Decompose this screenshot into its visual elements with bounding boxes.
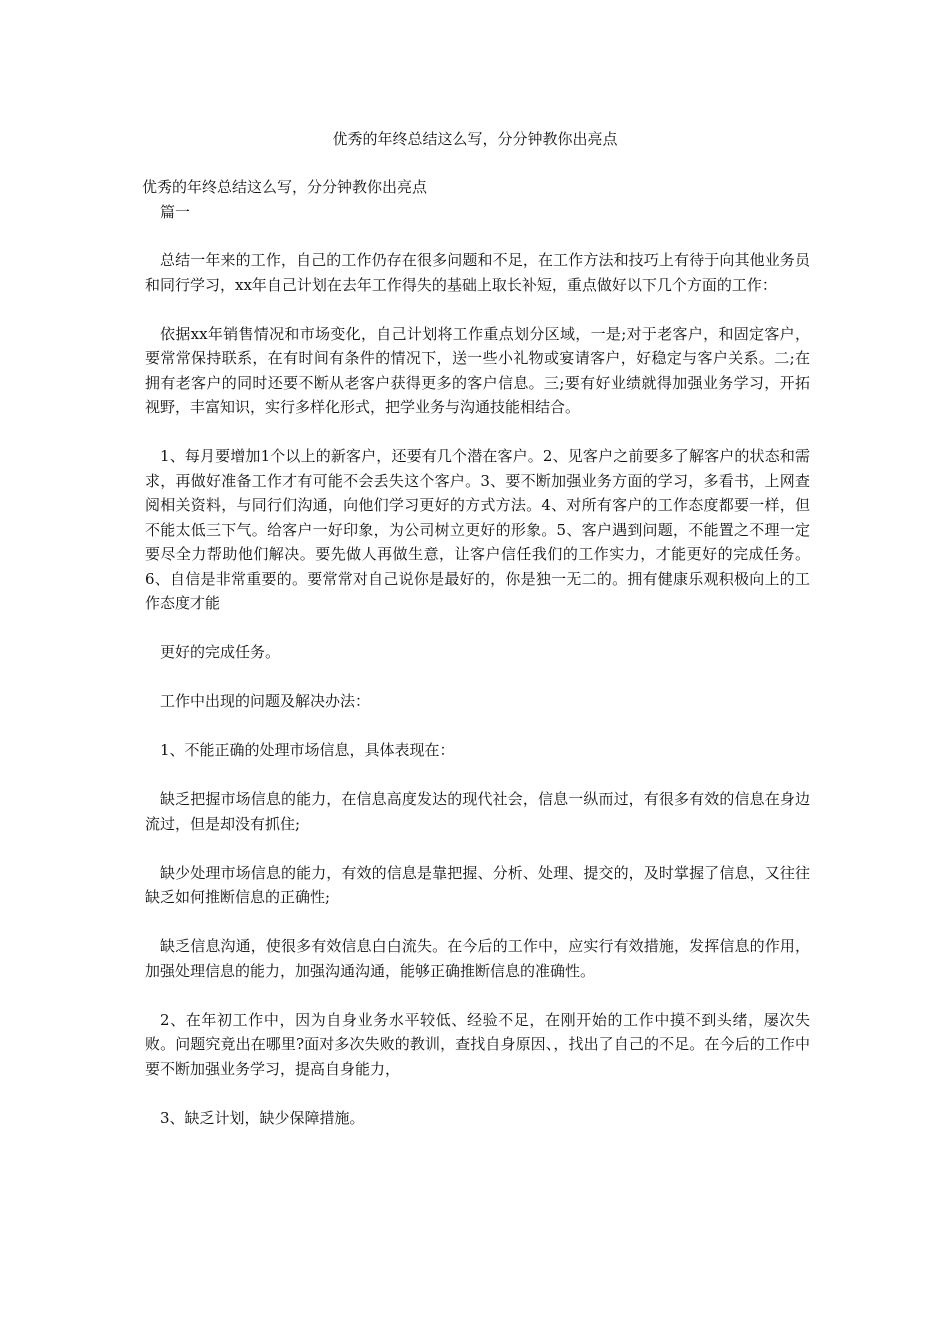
document-heading: 优秀的年终总结这么写，分分钟教你出亮点: [142, 178, 428, 196]
document-title: 优秀的年终总结这么写，分分钟教你出亮点: [332, 130, 618, 148]
paragraph: 工作中出现的问题及解决办法：: [160, 692, 371, 710]
paragraph: 1、每月要增加1个以上的新客户，还要有几个潜在客户。2、见客户之前要多了解客户的状态和需求，再做好准备工作才有可能不会丢失这个客户。3、要不断加强业务方面的学习，多看书，上网查阅相关资料，与同行们沟通，向他们学习更好的方式方法。4、对所有客户的工作态度都要一样，但不能太低三下气。给客户一好印象，为公司树立更好的形象。5、客户遇到问题，不能置之不理一定要尽全力帮助他们解决。要先做人再做生意，让客户信任我们的工作实力，才能更好的完成任务。6、自信是非常重要的。要常常对自己说你是最好的，你是独一无二的。拥有健康乐观积极向上的工作态度才能: [145, 447, 810, 612]
paragraph: 缺少处理市场信息的能力，有效的信息是靠把握、分析、处理、提交的，及时掌握了信息，又往往缺乏如何推断信息的正确性;: [145, 863, 810, 906]
paragraph: 总结一年来的工作，自己的工作仍存在很多问题和不足，在工作方法和技巧上有待于向其他业务员和同行学习，xx年自己计划在去年工作得失的基础上取长补短，重点做好以下几个方面的工作：: [145, 251, 810, 294]
paragraph: 2、在年初工作中，因为自身业务水平较低、经验不足，在刚开始的工作中摸不到头绪，屡次失败。问题究竟出在哪里?面对多次失败的教训，查找自身原因、，找出了自己的不足。在今后的工作中要不断加强业务学习，提高自身能力，: [145, 1010, 810, 1078]
paragraph: 依据xx年销售情况和市场变化，自己计划将工作重点划分区域，一是;对于老客户，和固定客户，要常常保持联系，在有时间有条件的情况下，送一些小礼物或宴请客户，好稳定与客户关系。二;在拥有老客户的同时还要不断从老客户获得更多的客户信息。三;要有好业绩就得加强业务学习，开拓视野，丰富知识，实行多样化形式，把学业务与沟通技能相结合。: [145, 324, 810, 416]
paragraph: 缺乏把握市场信息的能力，在信息高度发达的现代社会，信息一纵而过，有很多有效的信息在身边流过，但是却没有抓住;: [145, 790, 810, 833]
document-body: [142, 175, 810, 1155]
section-label: 篇一: [160, 202, 191, 221]
paragraph: 更好的完成任务。: [160, 643, 281, 661]
paragraph: 3、缺乏计划，缺少保障措施。: [160, 1108, 365, 1127]
paragraph: 缺乏信息沟通，使很多有效信息白白流失。在今后的工作中，应实行有效措施，发挥信息的作用，加强处理信息的能力，加强沟通沟通，能够正确推断信息的准确性。: [145, 937, 810, 980]
paragraph: 1、不能正确的处理市场信息，具体表现在：: [160, 741, 455, 759]
